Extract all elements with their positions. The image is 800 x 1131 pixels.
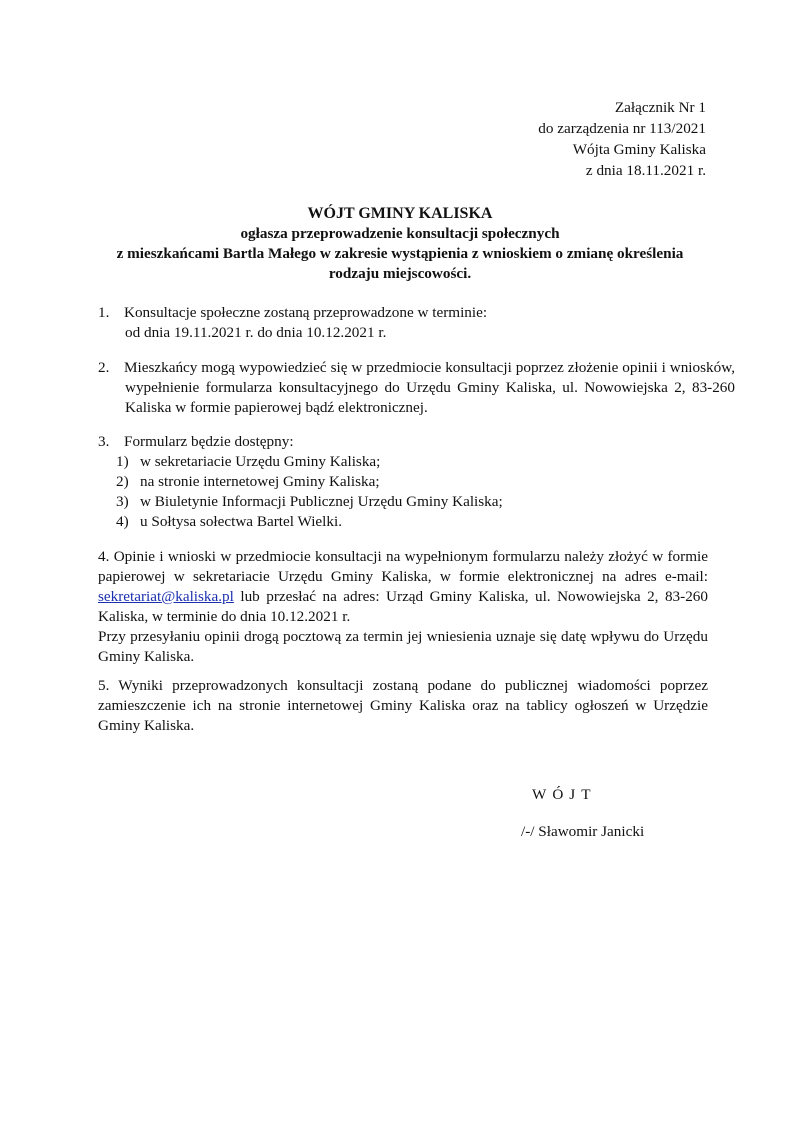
- item-number: 2.: [98, 359, 110, 376]
- title-main: WÓJT GMINY KALISKA: [307, 205, 493, 222]
- subitem: 3) w Biuletynie Informacji Publicznej Urzędu Gminy Kaliska;: [116, 493, 503, 510]
- item-number: 1.: [98, 304, 110, 321]
- subitem: 4) u Sołtysa sołectwa Bartel Wielki.: [116, 513, 342, 530]
- item-text: 5. Wyniki przeprowadzonych konsultacji zostaną podane do publicznej wiadomości poprzez zamieszczenie ich na stronie internetowej Gminy Kaliska oraz na tablicy ogłoszeń w Urzędzie Gminy Kaliska.: [98, 677, 708, 734]
- issuer: Wójta Gminy Kaliska: [572, 141, 706, 158]
- subitem: 1) w sekretariacie Urzędu Gminy Kaliska;: [116, 453, 381, 470]
- attachment-number: Załącznik Nr 1: [614, 99, 706, 116]
- title-line: ogłasza przeprowadzenie konsultacji społecznych: [240, 225, 560, 242]
- attachment-header: [538, 97, 706, 181]
- item-1: [98, 303, 708, 343]
- subitem: 2) na stronie internetowej Gminy Kaliska;: [116, 473, 380, 490]
- item-note: Przy przesyłaniu opinii drogą pocztową za termin jej wniesienia uznaje się datę wpływu do Urzędu Gminy Kaliska.: [98, 628, 708, 665]
- email-link[interactable]: sekretariat@kaliska.pl: [98, 588, 234, 605]
- issue-date: z dnia 18.11.2021 r.: [585, 162, 706, 179]
- item-5: [98, 676, 708, 736]
- item-text: Mieszkańcy mogą wypowiedzieć się w przedmiocie konsultacji poprzez złożenie opinii i wniosków, wypełnienie formularza konsultacyjnego do Urzędu Gminy Kaliska, ul. Nowowiejska 2, 83-260 Kaliska w formie papierowej bądź elektronicznej.: [124, 359, 735, 416]
- item-3: [98, 432, 708, 532]
- announcement-title: [90, 204, 710, 284]
- signature-title: WÓJT: [532, 786, 597, 803]
- item-text: 4. Opinie i wnioski w przedmiocie konsultacji na wypełnionym formularzu należy złożyć w formie papierowej w sekretariacie Urzędu Gminy Kaliska, w formie elektronicznej na adres e-mail:: [98, 548, 708, 585]
- item-text: lub przesłać na adres: Urząd Gminy Kaliska, ul. Nowowiejska 2, 83-260 Kaliska, w terminie do dnia 10.12.2021 r.: [98, 588, 708, 625]
- item-text: Konsultacje społeczne zostaną przeprowadzone w terminie:: [124, 304, 488, 321]
- signature-name: /-/ Sławomir Janicki: [521, 823, 645, 840]
- title-line: z mieszkańcami Bartla Małego w zakresie wystąpienia z wnioskiem o zmianę określenia: [116, 245, 684, 262]
- title-line: rodzaju miejscowości.: [328, 265, 472, 282]
- ordinance-reference: do zarządzenia nr 113/2021: [538, 120, 706, 137]
- item-2: [98, 358, 735, 418]
- item-number: 3.: [98, 433, 110, 450]
- item-text: Formularz będzie dostępny:: [124, 433, 294, 450]
- item-continuation: od dnia 19.11.2021 r. do dnia 10.12.2021 r.: [125, 324, 387, 341]
- item-4: [98, 547, 708, 667]
